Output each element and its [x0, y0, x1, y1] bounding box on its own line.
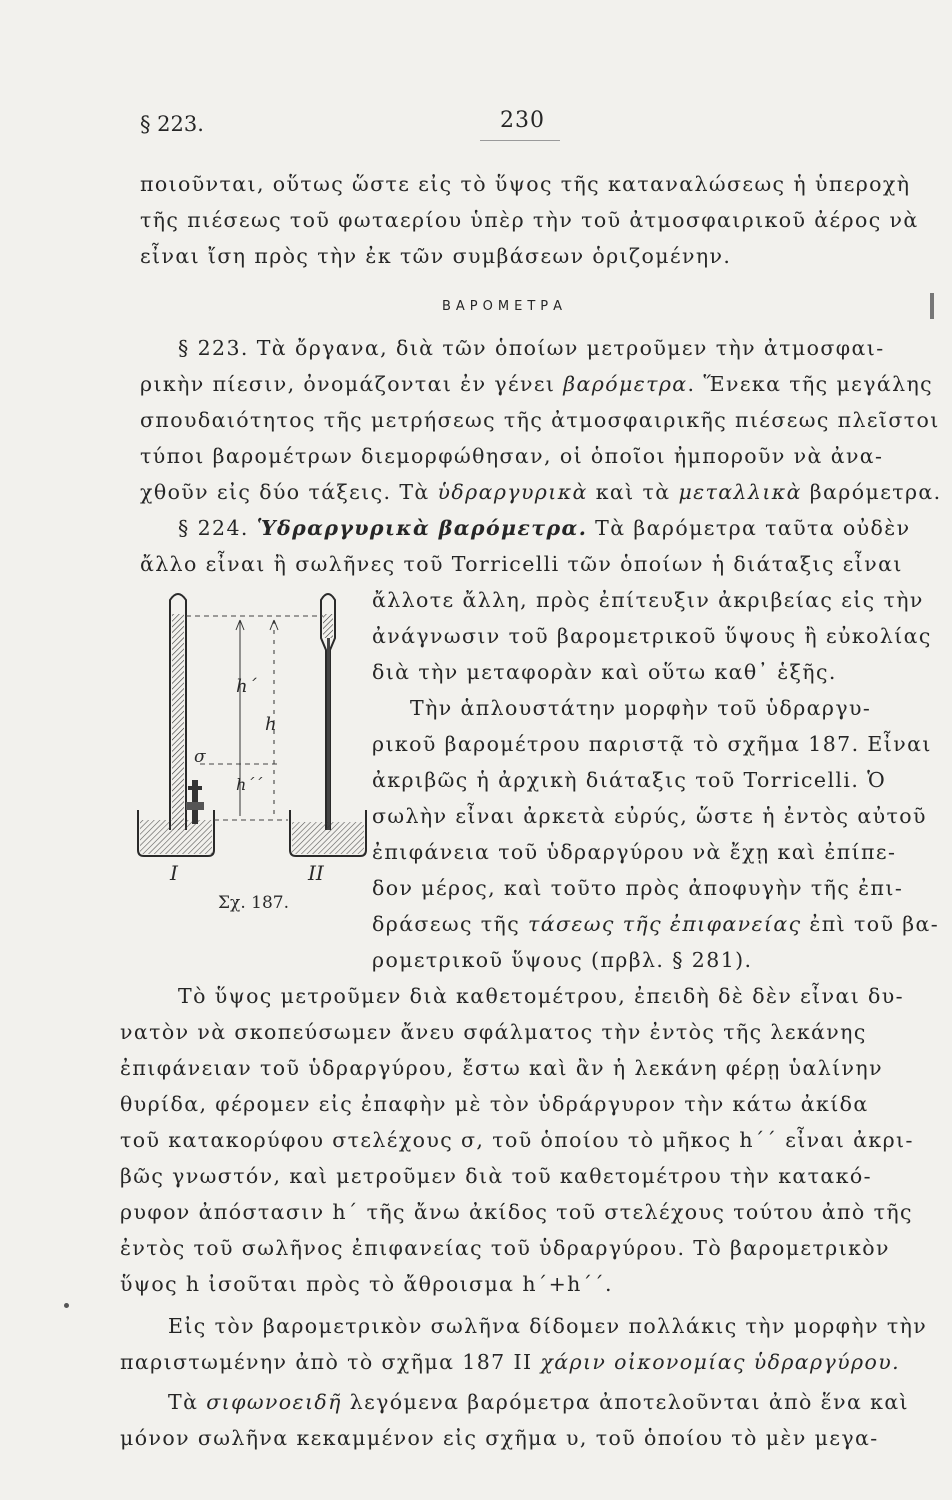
label-sigma: σ [194, 747, 206, 767]
text-line: ἐπιφάνεια τοῦ ὑδραργύρου νὰ ἔχῃ καὶ ἐπίπε- [372, 840, 897, 864]
text-line: σπουδαιότητος τῆς μετρήσεως τῆς ἀτμοσφαιρικῆς πιέσεως πλεῖστοι [140, 408, 940, 432]
text-line: ρομετρικοῦ ὕψους (πρβλ. § 281). [372, 948, 753, 972]
page-number: 230 [500, 108, 545, 133]
section-heading: ΒΑΡΟΜΕΤΡΑ [442, 299, 567, 314]
text-line: δον μέρος, καὶ τοῦτο πρὸς ἀποφυγὴν τῆς ἐπι- [372, 876, 904, 900]
mercury-column [323, 614, 333, 638]
text-line: ἀκριβῶς ἡ ἀρχικὴ διάταξις τοῦ Torricelli. Ὁ [372, 768, 887, 792]
label-h-double-prime: h´´ [236, 775, 263, 794]
text-run: λεγόμενα βαρόμετρα ἀποτελοῦνται ἀπὸ ἕνα καὶ [341, 1390, 909, 1414]
emphasis-term: τάσεως τῆς ἐπιφανείας [528, 912, 802, 936]
text-run: καὶ τὰ [587, 480, 679, 504]
text-run: ἐπὶ τοῦ βα- [801, 912, 940, 936]
text-line: εἶναι ἴση πρὸς τὴν ἐκ τῶν συμβάσεων ὁριζομένην. [140, 244, 732, 268]
text-line [168, 1392, 909, 1413]
mercury-basin [292, 822, 364, 854]
section-reference: § 223. [140, 112, 204, 136]
text-line: τῆς πιέσεως τοῦ φωταερίου ὑπὲρ τὴν τοῦ ἀτμοσφαιρικοῦ ἀέρος νὰ [140, 208, 919, 232]
text-line: § 223. Τὰ ὄργανα, διὰ τῶν ὁποίων μετροῦμεν τὴν ἀτμοσφαι- [178, 336, 885, 360]
text-line: διὰ τὴν μεταφορὰν καὶ οὕτω καθ᾿ ἑξῆς. [372, 660, 837, 684]
text-line [140, 374, 933, 395]
emphasis-term: σιφωνοειδῆ [206, 1390, 342, 1414]
barometer-figure [128, 580, 368, 920]
text-run: βαρόμετρα. [801, 480, 942, 504]
emphasis-term: χάριν οἰκονομίας ὑδραργύρου. [540, 1350, 900, 1374]
text-line: βῶς γνωστόν, καὶ μετροῦμεν διὰ τοῦ καθετομέτρου τὴν κατακό- [120, 1164, 872, 1188]
text-run: ρικὴν πίεσιν, ὀνομάζονται ἐν γένει [140, 372, 564, 396]
page-speck [64, 1303, 69, 1308]
text-line: ἐπιφάνειαν τοῦ ὑδραργύρου, ἔστω καὶ ἂν ἡ λεκάνη φέρῃ ὑαλίνην [120, 1056, 883, 1080]
page-edge-mark [930, 293, 934, 319]
label-tube-one: I [170, 861, 178, 885]
text-line: μόνον σωλῆνα κεκαμμένον εἰς σχῆμα υ, τοῦ ὁποίου τὸ μὲν μεγα- [120, 1426, 879, 1450]
text-line [372, 914, 939, 935]
text-run: παριστωμένην ἀπὸ τὸ σχῆμα 187 II [120, 1350, 541, 1374]
text-run: Τὰ βαρόμετρα ταῦτα οὐδὲν [587, 516, 911, 540]
text-line [140, 482, 942, 503]
text-line: Εἰς τὸν βαρομετρικὸν σωλῆνα δίδομεν πολλάκις τὴν μορφὴν τὴν [168, 1314, 928, 1338]
text-line [178, 518, 911, 539]
text-run: δράσεως τῆς [372, 912, 528, 936]
text-run: § 224. [178, 516, 257, 540]
emphasis-term: βαρόμετρα [563, 372, 688, 396]
text-run: . Ἕνεκα τῆς μεγάλης [687, 372, 934, 396]
text-line: ρικοῦ βαρομέτρου παριστᾷ τὸ σχῆμα 187. Εἶναι [372, 732, 932, 756]
text-run: Τὰ [168, 1390, 207, 1414]
subsection-title: Ὑδραργυρικὰ βαρόμετρα. [256, 516, 588, 540]
mercury-basin [140, 820, 212, 854]
text-line: ὕψος h ἰσοῦται πρὸς τὸ ἄθροισμα h´+h´´. [120, 1272, 613, 1296]
label-h: h [265, 714, 277, 735]
text-line: τοῦ κατακορύφου στελέχους σ, τοῦ ὁποίου τὸ μῆκος h´´ εἶναι ἀκρι- [120, 1128, 914, 1152]
text-line: ἄλλο εἶναι ἢ σωλῆνες τοῦ Torricelli τῶν ὁποίων ἡ διάταξις εἶναι [140, 552, 903, 576]
text-line: Τὴν ἁπλουστάτην μορφὴν τοῦ ὑδραργυ- [410, 696, 872, 720]
tube-one [138, 594, 214, 856]
text-line: ἐντὸς τοῦ σωλῆνος ἐπιφανείας τοῦ ὑδραργύρου. Τὸ βαρομετρικὸν [120, 1236, 890, 1260]
text-line: ποιοῦνται, οὕτως ὥστε εἰς τὸ ὕψος τῆς καταναλώσεως ἡ ὑπεροχὴ [140, 172, 911, 196]
label-tube-two: II [308, 861, 324, 885]
figure-caption: Σχ. 187. [218, 893, 289, 913]
text-line: νατὸν νὰ σκοπεύσωμεν ἄνευ σφάλματος τὴν ἐντὸς τῆς λεκάνης [120, 1020, 867, 1044]
text-line: σωλὴν εἶναι ἀρκετὰ εὐρύς, ὥστε ἡ ἐντὸς αὐτοῦ [372, 804, 927, 828]
mercury-column [172, 614, 184, 830]
emphasis-term: ὑδραργυρικὰ [437, 480, 588, 504]
tube-two [290, 594, 366, 856]
emphasis-term: μεταλλικὰ [678, 480, 802, 504]
text-line: ἄλλοτε ἄλλη, πρὸς ἐπίτευξιν ἀκριβείας εἰς τὴν [372, 588, 924, 612]
header-rule [480, 140, 560, 141]
text-line: Τὸ ὕψος μετροῦμεν διὰ καθετομέτρου, ἐπειδὴ δὲ δὲν εἶναι δυ- [178, 984, 904, 1008]
text-run: χθοῦν εἰς δύο τάξεις. Τὰ [140, 480, 438, 504]
label-h-prime: h´ [236, 676, 257, 697]
text-line: ρυφον ἀπόστασιν h´ τῆς ἄνω ἀκίδος τοῦ στελέχους τούτου ἀπὸ τῆς [120, 1200, 913, 1224]
text-line: θυρίδα, φέρομεν εἰς ἐπαφὴν μὲ τὸν ὑδράργυρον τὴν κάτω ἀκίδα [120, 1092, 869, 1116]
text-line: τύποι βαρομέτρων διεμορφώθησαν, οἱ ὁποῖοι ἠμποροῦν νὰ ἀνα- [140, 444, 884, 468]
barometer-diagram [128, 580, 368, 920]
text-line [120, 1352, 900, 1373]
text-line: ἀνάγνωσιν τοῦ βαρομετρικοῦ ὕψους ἢ εὐκολίας [372, 624, 932, 648]
